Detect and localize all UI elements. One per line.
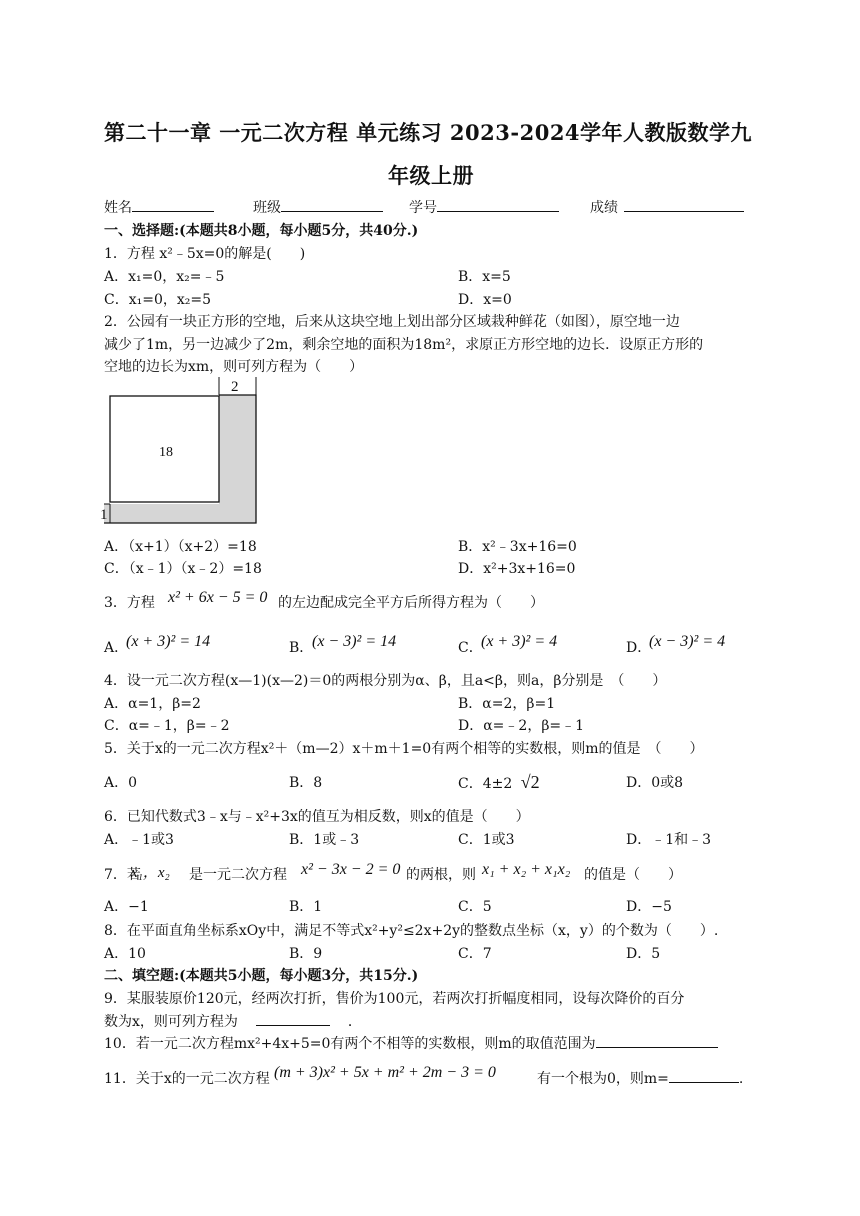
- question-2-option-c: C．（x﹣1）（x﹣2）=18: [104, 561, 262, 577]
- page-title-line1: 第二十一章 一元二次方程 单元练习 2023-2024学年人教版数学九: [104, 120, 753, 145]
- question-7-equation: x² − 3x − 2 = 0: [301, 861, 401, 878]
- question-5-option-c: [458, 772, 540, 793]
- question-9-line1: 9．某服装原价120元，经两次打折，售价为100元，若两次打折幅度相同，设每次降价的百分: [104, 991, 685, 1007]
- question-11-period: .: [738, 1071, 744, 1087]
- question-5-option-d: D．0或8: [626, 775, 684, 791]
- question-10-blank[interactable]: [596, 1033, 718, 1048]
- question-7-mid: 是一元二次方程: [189, 867, 287, 883]
- question-3-option-b-label: B．: [289, 640, 314, 656]
- question-10: [104, 1033, 718, 1053]
- question-5-stem: 5．关于x的一元二次方程x²＋（m—2）x＋m＋1=0有两个相等的实数根，则m的值是 （ ）: [104, 741, 704, 757]
- question-1-option-c: C．x₁=0，x₂=5: [104, 292, 212, 308]
- question-7-vars: x₁，x₂: [131, 865, 170, 881]
- question-2-option-d: D．x²+3x+16=0: [458, 561, 576, 577]
- name-blank: [132, 197, 214, 212]
- section-heading-choice: 一、选择题:(本题共8小题，每小题5分，共40分.): [104, 223, 419, 239]
- question-1-stem: 1．方程 x²﹣5x=0的解是( ): [104, 246, 306, 262]
- name-field: [104, 197, 214, 217]
- question-2-line1: 2．公园有一块正方形的空地，后来从这块空地上划出部分区域栽种鲜花（如图），原空地一边: [104, 314, 680, 330]
- score-label: 成绩: [590, 200, 618, 216]
- question-7-expression: x₁ + x₂ + x₁x₂: [482, 861, 571, 878]
- question-7-option-a: A．−1: [104, 899, 149, 915]
- class-field: [253, 197, 383, 217]
- question-6-option-a: A．﹣1或3: [104, 832, 174, 848]
- label-2: 2: [231, 379, 239, 395]
- question-11-blank[interactable]: [669, 1068, 739, 1083]
- name-label: 姓名: [104, 200, 132, 216]
- question-7-suffix: 的值是（ ）: [584, 867, 682, 883]
- question-7-option-c: C．5: [458, 899, 492, 915]
- id-label: 学号: [409, 200, 437, 216]
- question-3-option-a-label: A．: [104, 640, 129, 656]
- question-11-text: 有一个根为0，则m=: [537, 1071, 669, 1087]
- question-9-period: ．: [347, 1014, 362, 1030]
- question-2-option-b: B．x²﹣3x+16=0: [458, 539, 577, 555]
- question-3-equation: x² + 6x − 5 = 0: [168, 589, 268, 606]
- score-field: [590, 197, 744, 217]
- question-11-suffix: [537, 1068, 743, 1088]
- question-4-option-b: B．α=2，β=1: [458, 696, 556, 712]
- question-6-stem: 6．已知代数式3﹣x与﹣x²+3x的值互为相反数，则x的值是（ ）: [104, 809, 530, 825]
- question-11-equation: (m + 3)x² + 5x + m² + 2m − 3 = 0: [274, 1064, 496, 1081]
- id-blank: [437, 197, 559, 212]
- question-1-option-d: D．x=0: [458, 292, 512, 308]
- garden-figure: [100, 375, 262, 527]
- question-1-option-b: B．x=5: [458, 269, 511, 285]
- question-3-option-a: (x + 3)² = 14: [126, 633, 211, 650]
- question-7-mid2: 的两根，则: [406, 867, 476, 883]
- question-5-option-b: B．8: [289, 775, 323, 791]
- question-6-option-c: C．1或3: [458, 832, 515, 848]
- question-3-suffix: 的左边配成完全平方后所得方程为（ ）: [278, 595, 544, 611]
- class-blank: [281, 197, 383, 212]
- page-title-line2: 年级上册: [388, 163, 474, 188]
- question-3-option-b: (x − 3)² = 14: [312, 633, 397, 650]
- id-field: [409, 197, 559, 217]
- class-label: 班级: [253, 200, 281, 216]
- question-7-option-d: D．−5: [626, 899, 672, 915]
- question-6-option-d: D．﹣1和﹣3: [626, 832, 712, 848]
- question-9-text: 数为x，则可列方程为: [104, 1014, 238, 1030]
- question-3-option-c: (x + 3)² = 4: [481, 633, 558, 650]
- sqrt-2: √2: [520, 772, 540, 792]
- question-8-stem: 8．在平面直角坐标系xOy中，满足不等式x²+y²≤2x+2y的整数点坐标（x，y）的个数为（ ）.: [104, 923, 719, 939]
- question-4-stem: 4．设一元二次方程(x—1)(x—2)＝0的两根分别为α、β，且a<β，则a，β分别是 （ ）: [104, 673, 667, 689]
- question-8-option-c: C．7: [458, 946, 492, 962]
- label-1: 1: [100, 507, 108, 523]
- question-8-option-d: D．5: [626, 946, 661, 962]
- question-10-text: 10．若一元二次方程mx²+4x+5=0有两个不相等的实数根，则m的取值范围为: [104, 1036, 596, 1052]
- question-2-line2: 减少了1m，另一边减少了2m，剩余空地的面积为18m²，求原正方形空地的边长．设原正方形的: [104, 337, 704, 353]
- question-1-option-a: A．x₁=0，x₂=﹣5: [104, 269, 225, 285]
- question-3-prefix: 3．方程: [104, 595, 155, 611]
- section-heading-fill: 二、填空题:(本题共5小题，每小题3分，共15分.): [104, 968, 419, 984]
- question-3-option-d: (x − 3)² = 4: [649, 633, 726, 650]
- question-11-prefix: 11．关于x的一元二次方程: [104, 1071, 270, 1087]
- question-8-option-b: B．9: [289, 946, 323, 962]
- question-5-option-c-label: C．4±2: [458, 776, 513, 792]
- question-3-option-d-label: D．: [626, 640, 652, 656]
- question-8-option-a: A．10: [104, 946, 146, 962]
- question-4-option-a: A．α=1，β=2: [104, 696, 201, 712]
- question-9-line2: [104, 1011, 362, 1031]
- question-3-option-c-label: C．: [458, 640, 483, 656]
- question-6-option-b: B．1或﹣3: [289, 832, 360, 848]
- question-2-line3: 空地的边长为xm，则可列方程为（ ）: [104, 359, 364, 375]
- question-9-blank[interactable]: [256, 1011, 330, 1026]
- label-18: 18: [159, 445, 173, 460]
- score-blank: [624, 197, 744, 212]
- question-7-option-b: B．1: [289, 899, 323, 915]
- question-4-option-d: D．α=﹣2，β=﹣1: [458, 718, 585, 734]
- question-5-option-a: A．0: [104, 775, 138, 791]
- question-7-prefix: 7．若: [104, 867, 141, 883]
- question-2-option-a: A．（x+1）（x+2）=18: [104, 539, 257, 555]
- question-4-option-c: C．α=﹣1，β=﹣2: [104, 718, 230, 734]
